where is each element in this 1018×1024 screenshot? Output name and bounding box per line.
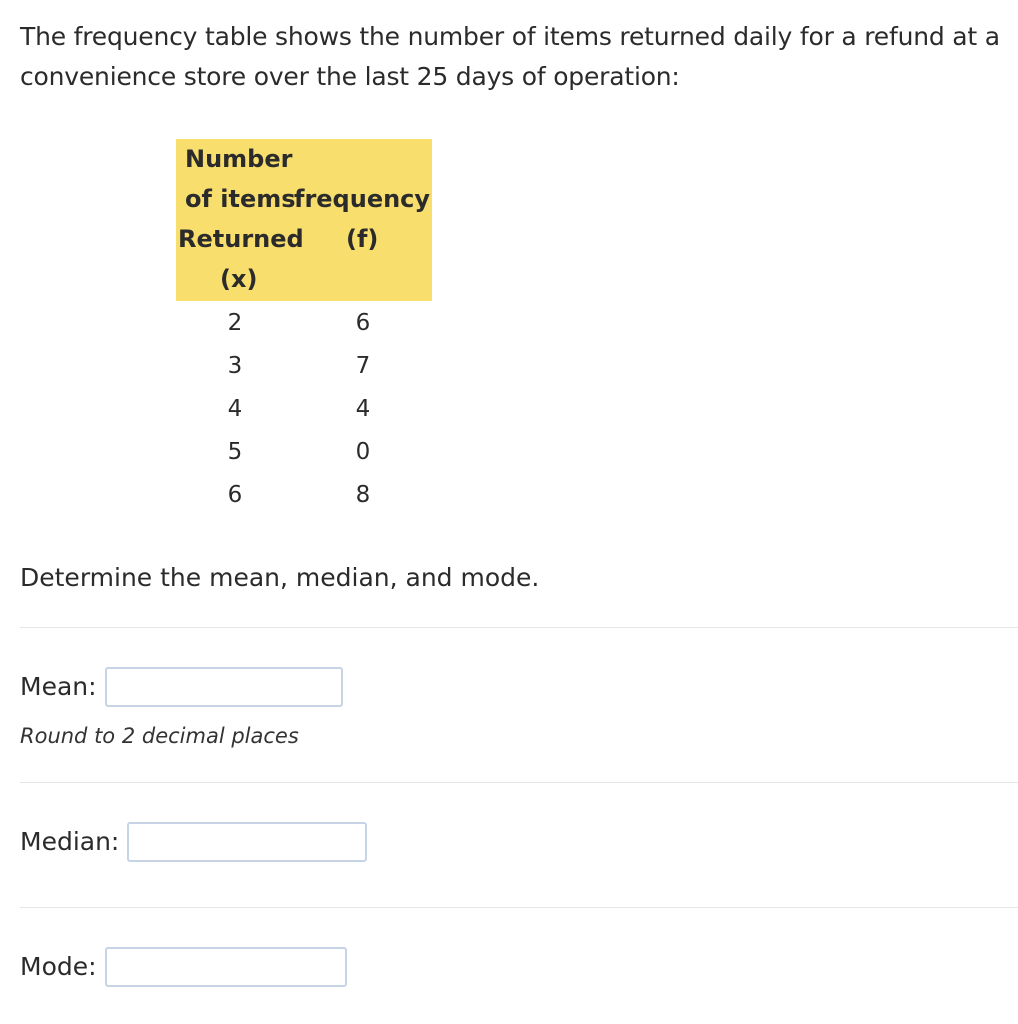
mode-row [20,947,347,987]
divider [20,782,1018,783]
mean-input[interactable] [105,667,343,707]
table-row [176,430,432,473]
table-row [176,301,432,344]
median-input[interactable] [127,822,367,862]
divider [20,907,1018,908]
header-x-line-4: (x) [220,265,258,293]
question-text: The frequency table shows the number of items returned daily for a refund at a convenience store over the last 25 days of operation: [20,22,1000,91]
table-row [176,387,432,430]
mean-hint: Round to 2 decimal places [20,724,299,748]
cell-f: 8 [355,481,371,508]
cell-x: 2 [227,309,243,336]
header-x-line-2: of items [185,185,296,213]
cell-f: 7 [355,352,371,379]
mode-input[interactable] [105,947,347,987]
header-f-line-2: (f) [346,225,379,253]
frequency-table [176,139,432,516]
cell-x: 6 [227,481,243,508]
header-frequency [294,139,432,301]
table-row [176,344,432,387]
cell-x: 3 [227,352,243,379]
cell-x: 5 [227,438,243,465]
header-x-line-1: Number [185,145,293,173]
divider [20,627,1018,628]
header-f-line-1: frequency [294,185,431,213]
cell-f: 6 [355,309,371,336]
question-prompt: Determine the mean, median, and mode. [20,563,540,592]
mean-row [20,667,343,707]
table-row [176,473,432,516]
cell-x: 4 [227,395,243,422]
cell-f: 0 [355,438,371,465]
median-label: Median: [20,827,120,856]
header-x-line-3: Returned [178,225,304,253]
table-header-row [176,139,432,301]
median-row [20,822,367,862]
header-number-of-items [176,139,304,301]
mode-label: Mode: [20,952,97,981]
mean-label: Mean: [20,672,97,701]
cell-f: 4 [355,395,371,422]
